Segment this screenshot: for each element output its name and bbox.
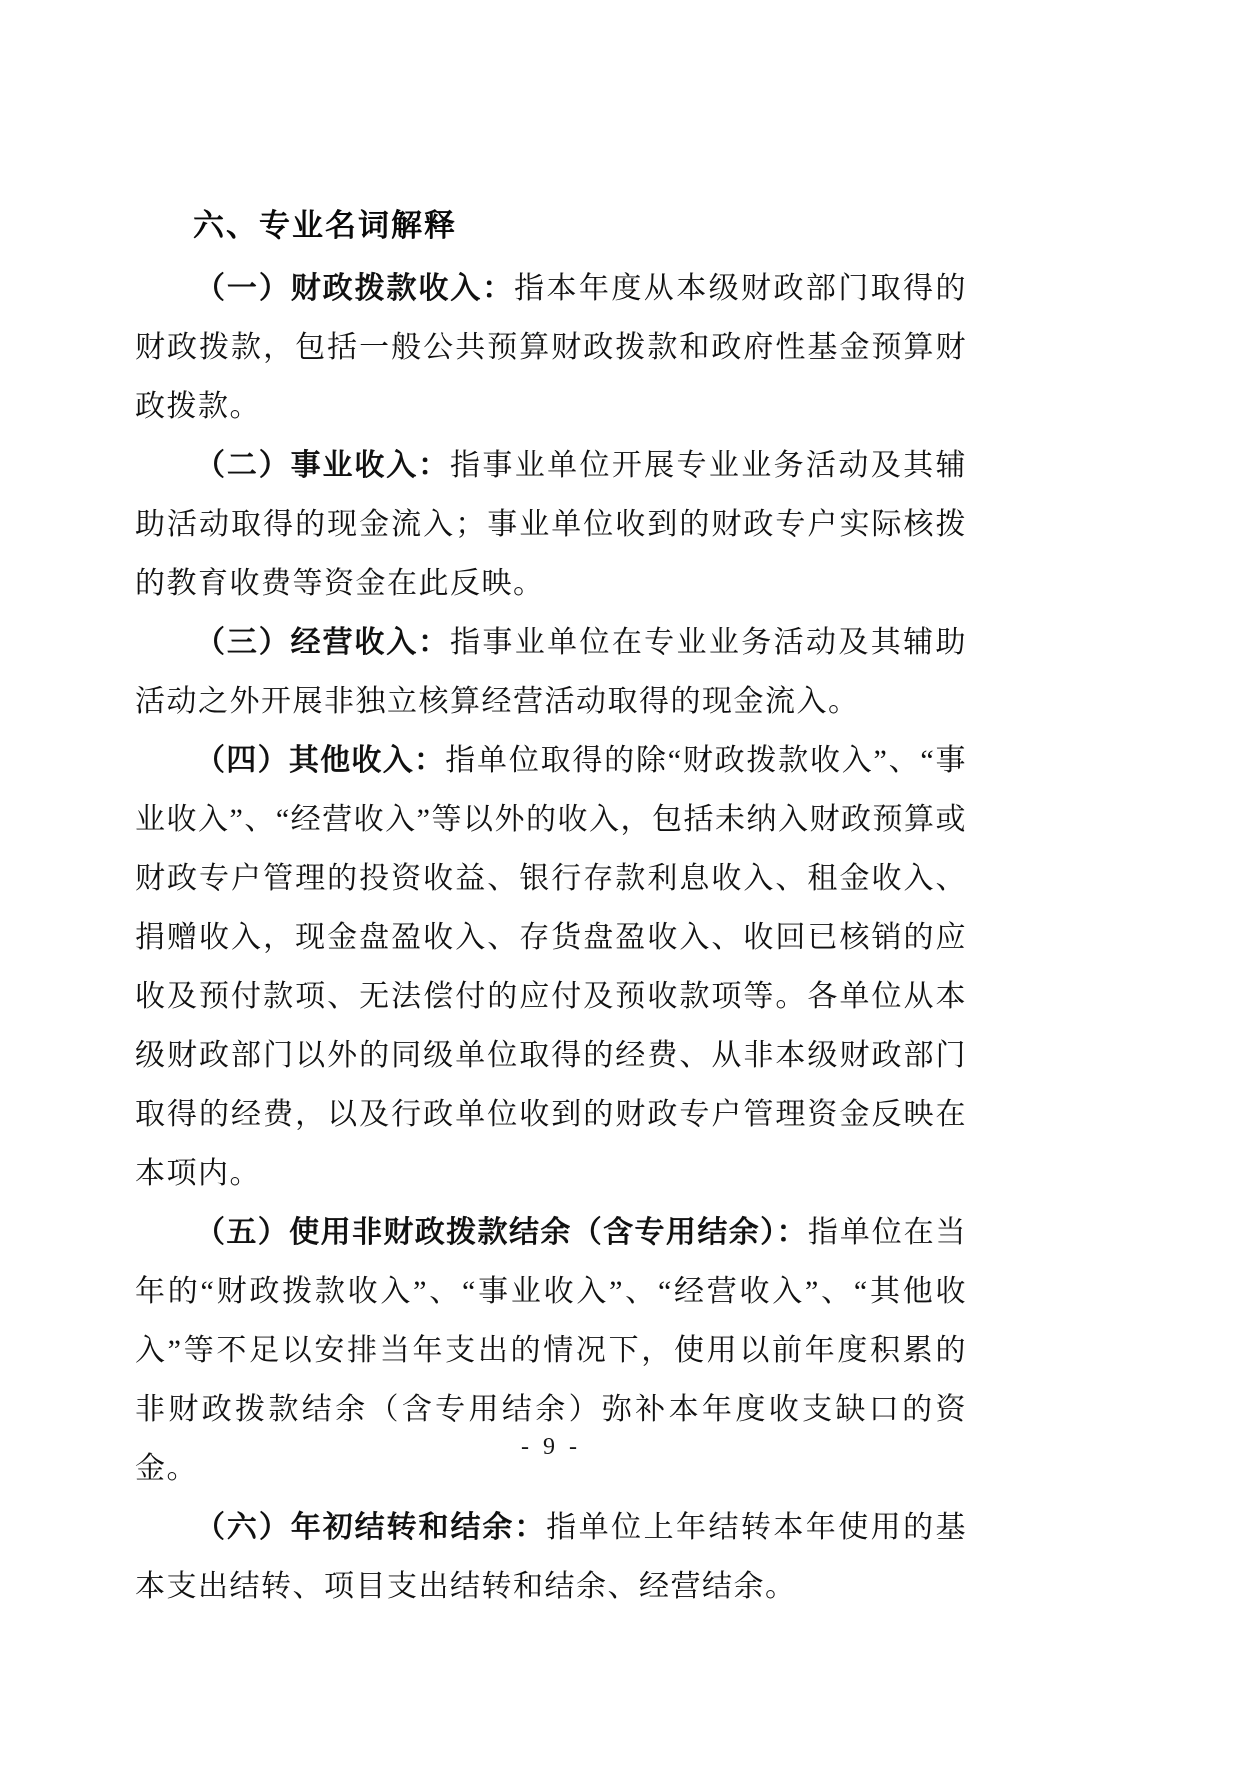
term-definition-5: 指单位在当年的“财政拨款收入”、“事业收入”、“经营收入”、“其他收入”等不足以安排当年支出的情况下，使用以前年度积累的非财政拨款结余（含专用结余）弥补本年度收支缺口的资金。 (135, 1216, 968, 1485)
document-content (135, 196, 967, 1616)
page-number: - 9 - (521, 1434, 581, 1460)
term-label-2: （二）事业收入： (195, 449, 450, 482)
paragraph-term-1 (135, 259, 967, 436)
term-label-5: （五）使用非财政拨款结余（含专用结余）： (195, 1216, 808, 1249)
paragraph-term-6 (135, 1498, 967, 1616)
document-body (135, 259, 967, 1616)
term-definition-6: 指单位上年结转本年使用的基本支出结转、项目支出结转和结余、经营结余。 (135, 1511, 968, 1603)
paragraph-term-3 (135, 613, 967, 731)
paragraph-term-2 (135, 436, 967, 613)
term-label-6: （六）年初结转和结余： (195, 1511, 547, 1544)
term-label-4: （四）其他收入： (195, 744, 446, 777)
paragraph-term-4 (135, 731, 967, 1203)
term-label-3: （三）经营收入： (195, 626, 450, 659)
term-definition-2: 指事业单位开展专业业务活动及其辅助活动取得的现金流入；事业单位收到的财政专户实际核拨的教育收费等资金在此反映。 (135, 449, 968, 600)
term-definition-4: 指单位取得的除“财政拨款收入”、“事业收入”、“经营收入”等以外的收入，包括未纳入财政预算或财政专户管理的投资收益、银行存款利息收入、租金收入、捐赠收入，现金盘盈收入、存货盘盈收入、收回已核销的应收及预付款项、无法偿付的应付及预收款项等。各单位从本级财政部门以外的同级单位取得的经费、从非本级财政部门取得的经费，以及行政单位收到的财政专户管理资金反映在本项内。 (135, 744, 968, 1190)
term-label-1: （一）财政拨款收入： (195, 272, 515, 305)
term-definition-3: 指事业单位在专业业务活动及其辅助活动之外开展非独立核算经营活动取得的现金流入。 (135, 626, 968, 718)
term-definition-1: 指本年度从本级财政部门取得的财政拨款，包括一般公共预算财政拨款和政府性基金预算财政拨款。 (135, 272, 968, 423)
section-heading: 六、专业名词解释 (193, 208, 457, 243)
